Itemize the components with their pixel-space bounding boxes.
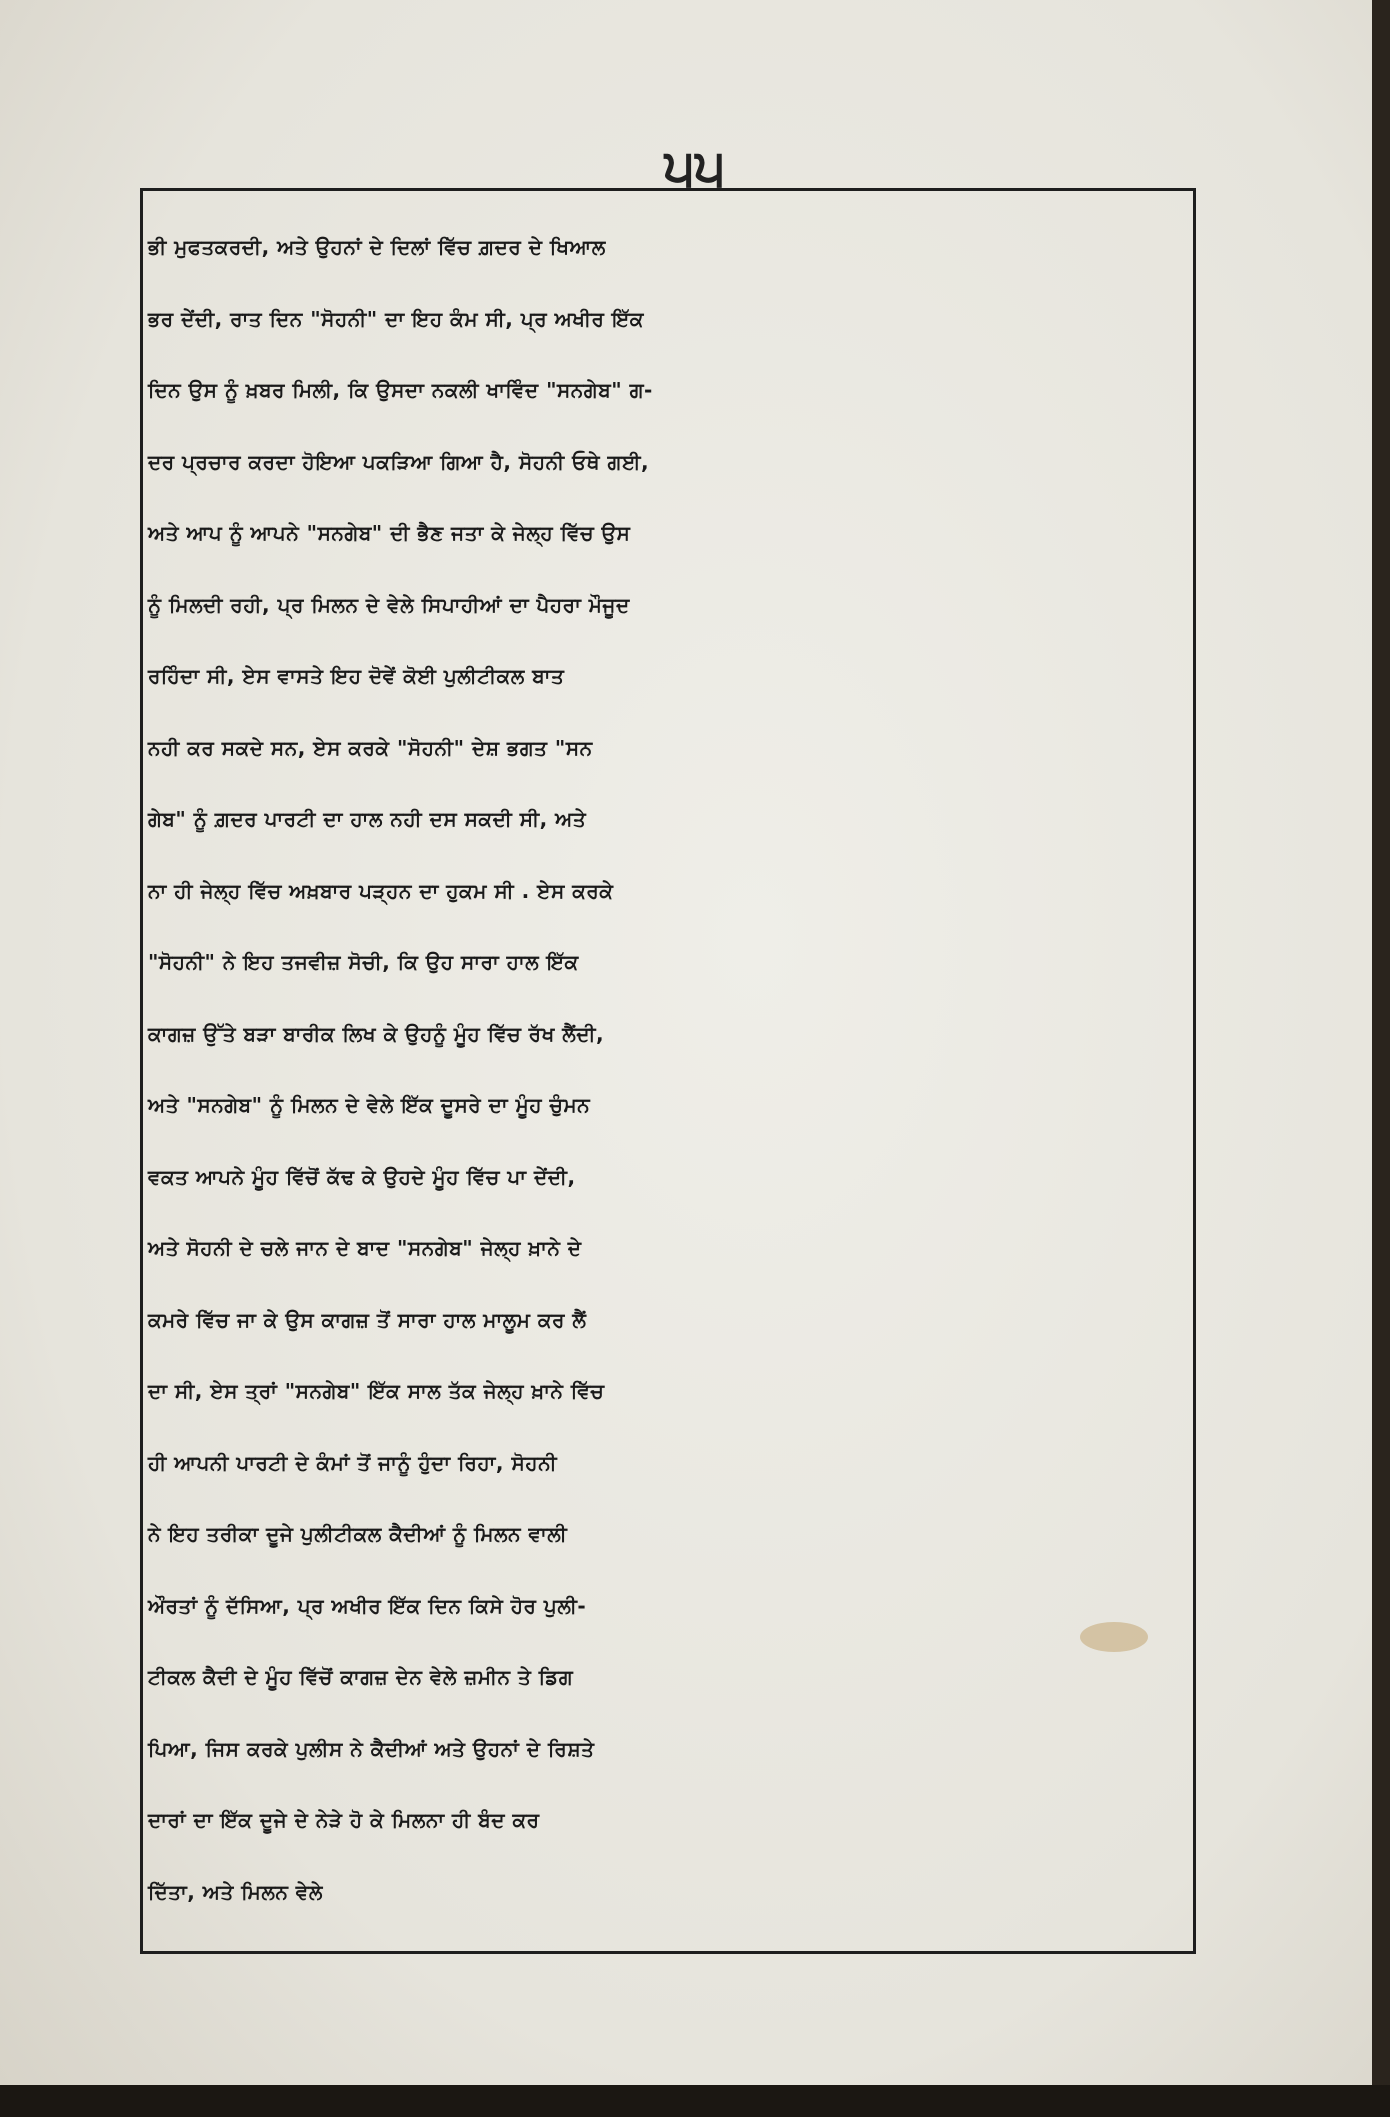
- handwritten-text-block: [148, 212, 1193, 1928]
- text-line: ਦਿੱਤਾ, ਅਤੇ ਮਿਲਨ ਵੇਲੇ: [148, 1879, 323, 1904]
- text-line: ਰਹਿੰਦਾ ਸੀ, ਏਸ ਵਾਸਤੇ ਇਹ ਦੋਵੇਂ ਕੋਈ ਪੁਲੀਟੀਕਲ ਬਾਤ: [148, 664, 565, 688]
- text-line: ਦਿਨ ਉਸ ਨੂੰ ਖ਼ਬਰ ਮਿਲੀ, ਕਿ ਉਸਦਾ ਨਕਲੀ ਖਾਵਿੰਦ "ਸਨਗੇਬ" ਗ-: [148, 378, 653, 402]
- text-line: ਵਕਤ ਆਪਨੇ ਮੂੰਹ ਵਿੱਚੋਂ ਕੱਢ ਕੇ ਉਹਦੇ ਮੂੰਹ ਵਿੱਚ ਪਾ ਦੇਂਦੀ,: [148, 1164, 576, 1189]
- text-line: ਦਰ ਪ੍ਰਚਾਰ ਕਰਦਾ ਹੋਇਆ ਪਕੜਿਆ ਗਿਆ ਹੈ, ਸੋਹਨੀ ਓਥੇ ਗਈ,: [148, 449, 650, 474]
- paper-stain: [1080, 1622, 1148, 1652]
- text-line: ਨੇ ਇਹ ਤਰੀਕਾ ਦੂਜੇ ਪੁਲੀਟੀਕਲ ਕੈਦੀਆਂ ਨੂੰ ਮਿਲਨ ਵਾਲੀ: [148, 1522, 568, 1546]
- text-line: ਭਰ ਦੇਂਦੀ, ਰਾਤ ਦਿਨ "ਸੋਹਨੀ" ਦਾ ਇਹ ਕੰਮ ਸੀ, ਪ੍ਰ ਅਖੀਰ ਇੱਕ: [148, 306, 644, 331]
- book-spine-edge: [1372, 0, 1390, 2117]
- text-line: ਅਤੇ ਆਪ ਨੂੰ ਆਪਨੇ "ਸਨਗੇਬ" ਦੀ ਭੈਣ ਜਤਾ ਕੇ ਜੇਲ੍ਹ ਵਿੱਚ ਉਸ: [148, 521, 631, 545]
- text-line: ਭੀ ਮੁਫਤਕਰਦੀ, ਅਤੇ ਉਹਨਾਂ ਦੇ ਦਿਲਾਂ ਵਿੱਚ ਗ਼ਦਰ ਦੇ ਖਿਆਲ: [148, 235, 606, 259]
- text-line: ਦਾਰਾਂ ਦਾ ਇੱਕ ਦੂਜੇ ਦੇ ਨੇੜੇ ਹੋ ਕੇ ਮਿਲਨਾ ਹੀ ਬੰਦ ਕਰ: [148, 1808, 540, 1832]
- text-line: ਅਤੇ "ਸਨਗੇਬ" ਨੂੰ ਮਿਲਨ ਦੇ ਵੇਲੇ ਇੱਕ ਦੂਸਰੇ ਦਾ ਮੂੰਹ ਚੁੰਮਨ: [148, 1093, 591, 1117]
- text-line: ਅਤੇ ਸੋਹਨੀ ਦੇ ਚਲੇ ਜਾਨ ਦੇ ਬਾਦ "ਸਨਗੇਬ" ਜੇਲ੍ਹ ਖ਼ਾਨੇ ਦੇ: [148, 1236, 582, 1260]
- text-line: ਪਿਆ, ਜਿਸ ਕਰਕੇ ਪੁਲੀਸ ਨੇ ਕੈਦੀਆਂ ਅਤੇ ਉਹਨਾਂ ਦੇ ਰਿਸ਼ਤੇ: [148, 1736, 595, 1761]
- book-bottom-edge: [0, 2085, 1390, 2117]
- text-line: ਕਮਰੇ ਵਿੱਚ ਜਾ ਕੇ ਉਸ ਕਾਗਜ਼ ਤੋਂ ਸਾਰਾ ਹਾਲ ਮਾਲੂਮ ਕਰ ਲੈਂ: [148, 1307, 587, 1332]
- text-line: ਦਾ ਸੀ, ਏਸ ਤ੍ਰਾਂ "ਸਨਗੇਬ" ਇੱਕ ਸਾਲ ਤੱਕ ਜੇਲ੍ਹ ਖ਼ਾਨੇ ਵਿੱਚ: [148, 1379, 605, 1403]
- text-line: ਨਾ ਹੀ ਜੇਲ੍ਹ ਵਿੱਚ ਅਖ਼ਬਾਰ ਪੜ੍ਹਨ ਦਾ ਹੁਕਮ ਸੀ . ਏਸ ਕਰਕੇ: [148, 878, 614, 903]
- text-line: ਹੀ ਆਪਨੀ ਪਾਰਟੀ ਦੇ ਕੰਮਾਂ ਤੋਂ ਜਾਨੂੰ ਹੁੰਦਾ ਰਿਹਾ, ਸੋਹਨੀ: [148, 1450, 558, 1475]
- page-number: ੫੫: [664, 138, 726, 198]
- text-line: ਨਹੀ ਕਰ ਸਕਦੇ ਸਨ, ਏਸ ਕਰਕੇ "ਸੋਹਨੀ" ਦੇਸ਼ ਭਗਤ "ਸਨ: [148, 735, 593, 760]
- text-line: ਟੀਕਲ ਕੈਦੀ ਦੇ ਮੂੰਹ ਵਿੱਚੋਂ ਕਾਗਜ਼ ਦੇਨ ਵੇਲੇ ਜ਼ਮੀਨ ਤੇ ਡਿਗ: [148, 1665, 574, 1689]
- text-line: ਔਰਤਾਂ ਨੂੰ ਦੱਸਿਆ, ਪ੍ਰ ਅਖੀਰ ਇੱਕ ਦਿਨ ਕਿਸੇ ਹੋਰ ਪੁਲੀ-: [148, 1593, 587, 1618]
- text-line: "ਸੋਹਨੀ" ਨੇ ਇਹ ਤਜਵੀਜ਼ ਸੋਚੀ, ਕਿ ਉਹ ਸਾਰਾ ਹਾਲ ਇੱਕ: [148, 950, 579, 974]
- text-line: ਗੇਬ" ਨੂੰ ਗ਼ਦਰ ਪਾਰਟੀ ਦਾ ਹਾਲ ਨਹੀ ਦਸ ਸਕਦੀ ਸੀ, ਅਤੇ: [148, 807, 587, 831]
- text-line: ਨੂੰ ਮਿਲਦੀ ਰਹੀ, ਪ੍ਰ ਮਿਲਨ ਦੇ ਵੇਲੇ ਸਿਪਾਹੀਆਂ ਦਾ ਪੈਹਰਾ ਮੌਜੂਦ: [148, 592, 630, 617]
- text-line: ਕਾਗਜ਼ ਉੱਤੇ ਬੜਾ ਬਾਰੀਕ ਲਿਖ ਕੇ ਉਹਨੂੰ ਮੂੰਹ ਵਿੱਚ ਰੱਖ ਲੈਂਦੀ,: [148, 1021, 605, 1046]
